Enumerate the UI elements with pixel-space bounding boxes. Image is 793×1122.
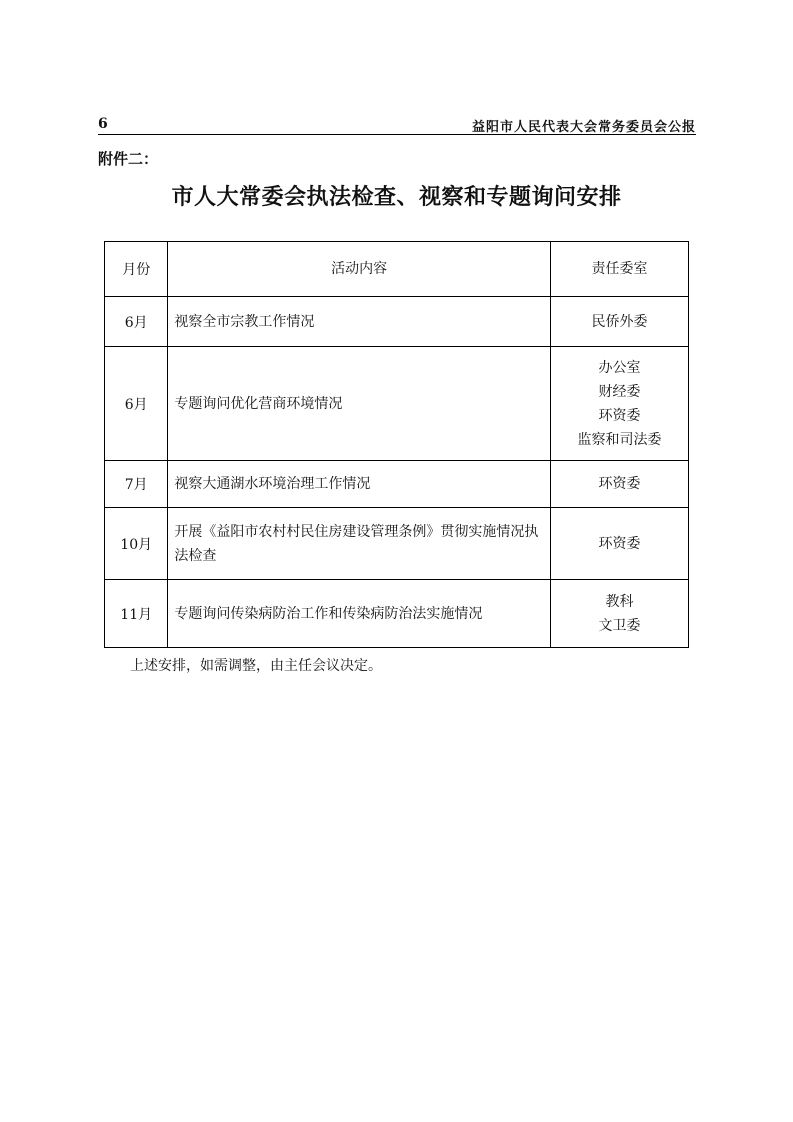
- content-cell: 专题询问优化营商环境情况: [168, 347, 551, 461]
- content-cell: 视察全市宗教工作情况: [168, 297, 551, 347]
- table-row: [105, 580, 689, 648]
- page-number: 6: [98, 116, 108, 132]
- table-row: [105, 297, 689, 347]
- department-name: 财经委: [598, 383, 641, 400]
- document-title: 市人大常委会执法检查、视察和专题询问安排: [171, 184, 622, 210]
- attachment-label: 附件二：: [98, 150, 159, 168]
- month-cell: 6月: [105, 347, 168, 461]
- column-header-content: 活动内容: [168, 242, 551, 297]
- department-name: 文卫委: [598, 617, 641, 634]
- department-name: 环资委: [598, 535, 641, 552]
- department-name: 监察和司法委: [577, 431, 662, 448]
- schedule-table: [104, 241, 689, 648]
- department-name: 民侨外委: [591, 313, 648, 330]
- month-cell: 6月: [105, 297, 168, 347]
- department-name: 环资委: [598, 407, 641, 424]
- month-cell: 11月: [105, 580, 168, 648]
- department-cell: [550, 347, 688, 461]
- table-row: [105, 461, 689, 508]
- department-cell: [550, 580, 688, 648]
- department-name: 教科: [605, 593, 634, 610]
- month-cell: 10月: [105, 508, 168, 580]
- content-cell: 开展《益阳市农村村民住房建设管理条例》贯彻实施情况执法检查: [168, 508, 551, 580]
- department-cell: [550, 297, 688, 347]
- table-row: [105, 508, 689, 580]
- content-cell: 专题询问传染病防治工作和传染病防治法实施情况: [168, 580, 551, 648]
- publication-title: 益阳市人民代表大会常务委员会公报: [471, 120, 696, 135]
- footnote: 上述安排，如需调整，由主任会议决定。: [130, 658, 382, 674]
- department-name: 办公室: [598, 359, 641, 376]
- content-cell: 视察大通湖水环境治理工作情况: [168, 461, 551, 508]
- table-row: [105, 347, 689, 461]
- page-header: [98, 116, 696, 135]
- department-name: 环资委: [598, 476, 641, 492]
- column-header-department: 责任委室: [550, 242, 688, 297]
- month-cell: 7月: [105, 461, 168, 508]
- department-cell: [550, 508, 688, 580]
- table-header-row: [105, 242, 689, 297]
- department-cell: [550, 461, 688, 508]
- column-header-month: 月份: [105, 242, 168, 297]
